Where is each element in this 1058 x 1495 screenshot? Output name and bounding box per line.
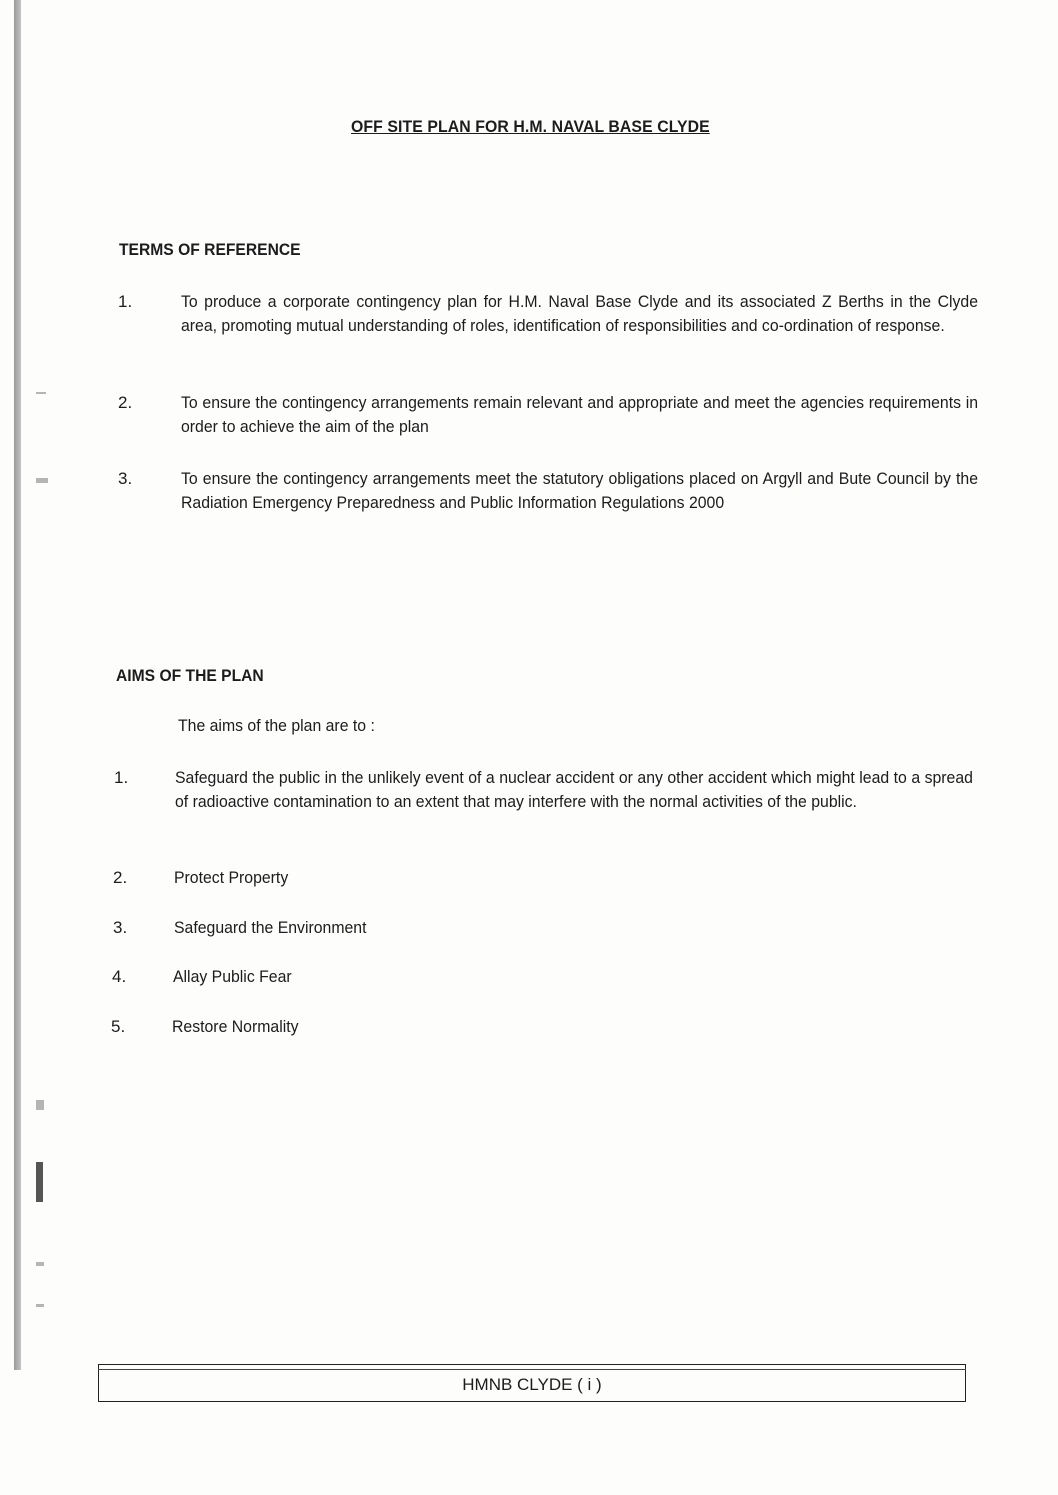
- aims-intro: The aims of the plan are to :: [178, 716, 375, 735]
- item-text: To produce a corporate contingency plan for H.M. Naval Base Clyde and its associated Z Berths in the Clyde area, promoting mutual understanding of roles, identification of responsibilities and co-ordination of response.: [181, 292, 979, 335]
- aims-heading: AIMS OF THE PLAN: [116, 666, 264, 685]
- document-title: OFF SITE PLAN FOR H.M. NAVAL BASE CLYDE: [351, 117, 710, 136]
- item-number: 2.: [113, 868, 128, 887]
- item-number: 1.: [118, 292, 133, 311]
- scan-mark: [36, 1304, 44, 1307]
- item-number: 2.: [118, 393, 133, 412]
- item-number: 4.: [112, 967, 127, 986]
- item-number: 5.: [111, 1017, 126, 1036]
- item-text: Allay Public Fear: [173, 967, 292, 986]
- scan-mark: [36, 1162, 43, 1202]
- item-text: Safeguard the public in the unlikely event of a nuclear accident or any other accident which might lead to a spread of radioactive contamination to an extent that may interfere with the normal activities of the public.: [175, 768, 973, 811]
- item-number: 1.: [114, 768, 129, 787]
- item-text: To ensure the contingency arrangements meet the statutory obligations placed on Argyll and Bute Council by the Radiation Emergency Preparedness and Public Information Regulations 2000: [181, 469, 979, 512]
- item-number: 3.: [118, 469, 133, 488]
- footer-label: HMNB CLYDE ( i ): [462, 1375, 602, 1394]
- item-number: 3.: [113, 918, 128, 937]
- terms-of-reference-heading: TERMS OF REFERENCE: [119, 240, 301, 259]
- scan-edge-shadow: [14, 0, 21, 1370]
- item-text: Protect Property: [174, 868, 289, 887]
- item-text: Safeguard the Environment: [174, 918, 367, 937]
- scan-mark: [36, 1100, 44, 1110]
- scan-mark: [36, 1262, 44, 1266]
- scan-mark: [36, 478, 48, 483]
- scan-mark: [36, 392, 46, 394]
- item-text: To ensure the contingency arrangements remain relevant and appropriate and meet the agencies requirements in order to achieve the aim of the plan: [181, 393, 979, 436]
- footer-divider: [98, 1369, 966, 1370]
- item-text: Restore Normality: [172, 1017, 299, 1036]
